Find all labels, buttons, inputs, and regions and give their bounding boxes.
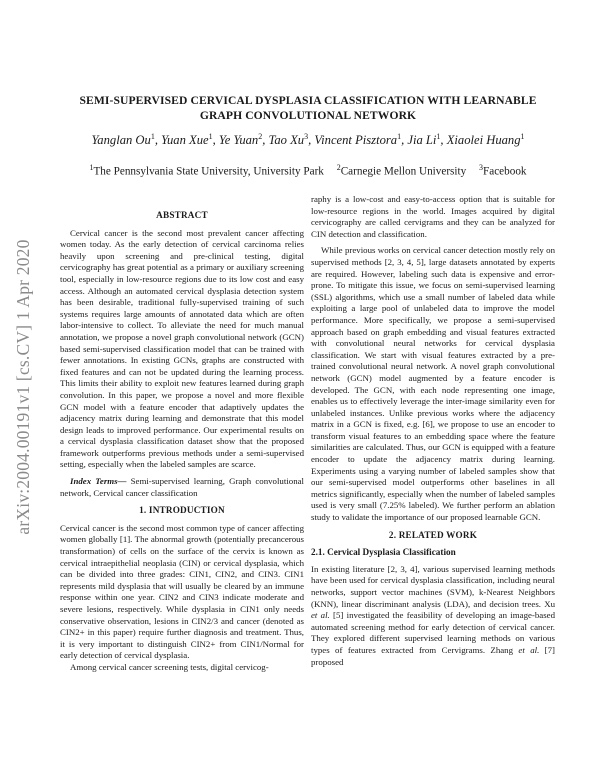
author-affiliation-mark: 1 <box>520 132 525 141</box>
related-etal: et al. <box>311 610 330 621</box>
paper-title <box>60 93 556 123</box>
intro-paragraph-2: Among cervical cancer screening tests, digital cervicog- <box>70 661 269 672</box>
author: Vincent Pisztora <box>314 133 398 148</box>
author: Yuan Xue <box>161 133 209 148</box>
title-line-2: GRAPH CONVOLUTIONAL NETWORK <box>199 109 417 122</box>
author: Yanglan Ou <box>91 133 151 148</box>
intro-paragraph-2-continued: raphy is a low-cost and easy-to-access option that is suitable for low-resource regions in the world. Images acquired by digital cervicography are called cervigrams and they can be analyzed for CIN detection and classification. <box>311 194 555 239</box>
affiliation: Facebook <box>483 165 527 178</box>
affiliation-mark: 3 <box>479 163 484 172</box>
abstract-heading: ABSTRACT <box>156 210 208 220</box>
affiliation-mark: 2 <box>336 163 341 172</box>
index-terms <box>60 476 304 499</box>
index-terms-label: Index Terms— <box>70 476 127 487</box>
abstract-text: Cervical cancer is the second most prevalent cancer affecting women today. As the early detection of cervical carcinoma relies heavily upon screening and pre-clinical testing, digital cervicography has great potential as a primary or auxiliary screening tool, especially in low-resource regions due to its low cost and easy access. Although an automated cervical dysplasia detection system has been desirable, traditional fully-supervised training of such systems requires large amounts of annotated data which are often labor-intensive to collect. To alleviate the need for much manual annotation, we propose a novel graph convolutional network (GCN) based semi-supervised classification model that can be trained with fewer annotations. In existing GCNs, graphs are constructed with fixed features and can not be updated during the learning process. This limits their ability to exploit new features learned during graph convolution. In this paper, we propose a novel and more flexible GCN model with a feature encoder that adaptively updates the adjacency matrix during learning and demonstrate that this model design leads to improved performance. Our experimental results on a cervical dysplasia classification dataset show that the proposed framework outperforms previous methods under a semi-supervised setting, especially when the labeled samples are scarce. <box>60 227 304 470</box>
author: Tao Xu <box>268 133 305 148</box>
related-work-paragraph <box>311 564 555 668</box>
affiliation: The Pennsylvania State University, University Park <box>93 165 324 178</box>
arxiv-identifier: arXiv:2004.00191v1 [cs.CV] 1 Apr 2020 <box>13 239 33 535</box>
intro-paragraph-3: While previous works on cervical cancer detection mostly rely on supervised methods [2, 3, 4, 5], large datasets annotated by experts are required. However, labeling such data is expensive and error-prone. To mitigate this issue, we focus on semi-supervised learning (SSL) algorithms, which use a small number of labeled data while exploiting a large pool of unlabeled data to improve the model performance. More specifically, we propose a semi-supervised approach based on graph embedding and visual features extracted with convolutional neural networks for cervical dysplasia classification. We start with visual features extracted by a pre-trained convolutional neural network. A novel graph convolutional network (GCN) model augmented by a feature encoder is developed. The GCN, with each node representing one image, enables us to effectively leverage the inter-image similarity even for unlabeled instances. Unlike previous works where the adjacency matrix in a GCN is fixed, e.g. [6], we propose to use an encoder to transform visual features to an embedding space where the feature similarities are calculated. Thus, our GCN is equipped with a feature encoder to update the adjacency matrix during learning. Experiments using a varying number of labeled samples show that our semi-supervised model outperforms other baselines in all metrics significantly, especially when the number of labeled samples used is very small (7.25% labeled). We further perform an ablation study to validate the importance of our proposed learnable GCN. <box>311 245 555 523</box>
author-affiliation-mark: 3 <box>304 132 309 141</box>
affiliation: Carnegie Mellon University <box>340 165 467 178</box>
author-affiliation-mark: 2 <box>258 132 263 141</box>
title-line-1: SEMI-SUPERVISED CERVICAL DYSPLASIA CLASSIFICATION WITH LEARNABLE <box>79 94 537 107</box>
related-text: [5] investigated the feasibility of developing an image-based automated screening method for early detection of cervical cancer. They explored different supervised learning methods on various types of features extracted from Cervigrams. Zhang <box>311 610 555 655</box>
affiliation-list <box>60 160 556 180</box>
intro-paragraph-1: Cervical cancer is the second most common type of cancer affecting women globally [1]. The abnormal growth (potentially precancerous transformation) of cells on the surface of the cervix is known as cervical intraepithelial neoplasia (CIN) or cervical dysplasia, which can be divided into three grades: CIN1, CIN2, and CIN3. CIN1 represents mild dysplasia that will usually be cleared by an immune response within one year. CIN2 and CIN3 indicate moderate and severe lesions, respectively. While dysplasia in CIN1 only needs conservative observation, lesions in CIN2/3 and cancer (denoted as CIN2+ in this paper) require further diagnosis and treatment. Thus, it is very important to distinguish CIN2+ from CIN1/Normal for early detection of cervical dysplasia. <box>60 522 304 661</box>
author: Ye Yuan <box>218 133 259 148</box>
section-1-heading: 1. INTRODUCTION <box>139 505 225 516</box>
related-text: [7] proposed <box>311 644 555 667</box>
right-column <box>311 194 555 668</box>
author-affiliation-mark: 1 <box>150 132 155 141</box>
related-text: In existing literature [2, 3, 4], various supervised learning methods have been used for cervical dysplasia classification, including neural networks, support vector machines (SVM), k-Nearest Neighbors (KNN), linear discriminant analysis (LDA), and decision trees. Xu <box>311 563 555 609</box>
subsection-2-1-heading: 2.1. Cervical Dysplasia Classification <box>311 547 456 558</box>
author: Jia Li <box>407 133 437 148</box>
index-terms-text: Semi-supervised learning, Graph convolutional network, Cervical cancer classification <box>60 476 304 498</box>
section-2-heading: 2. RELATED WORK <box>388 529 478 540</box>
author-affiliation-mark: 1 <box>208 132 213 141</box>
affiliation-mark: 1 <box>89 163 94 172</box>
author-list: Yanglan Ou$^1$, Yuan Xue$^1$, Ye Yuan$^2$, Tao Xu$^3$, Vincent Pisztora$^1$, Jia Li$^1$, Xiaolei Huang$^1$ <box>91 132 525 148</box>
author-affiliation-mark: 1 <box>436 132 441 141</box>
left-column <box>60 204 304 674</box>
author: Xiaolei Huang <box>446 133 521 148</box>
related-etal: et al. <box>518 644 540 655</box>
author-affiliation-mark: 1 <box>397 132 402 141</box>
